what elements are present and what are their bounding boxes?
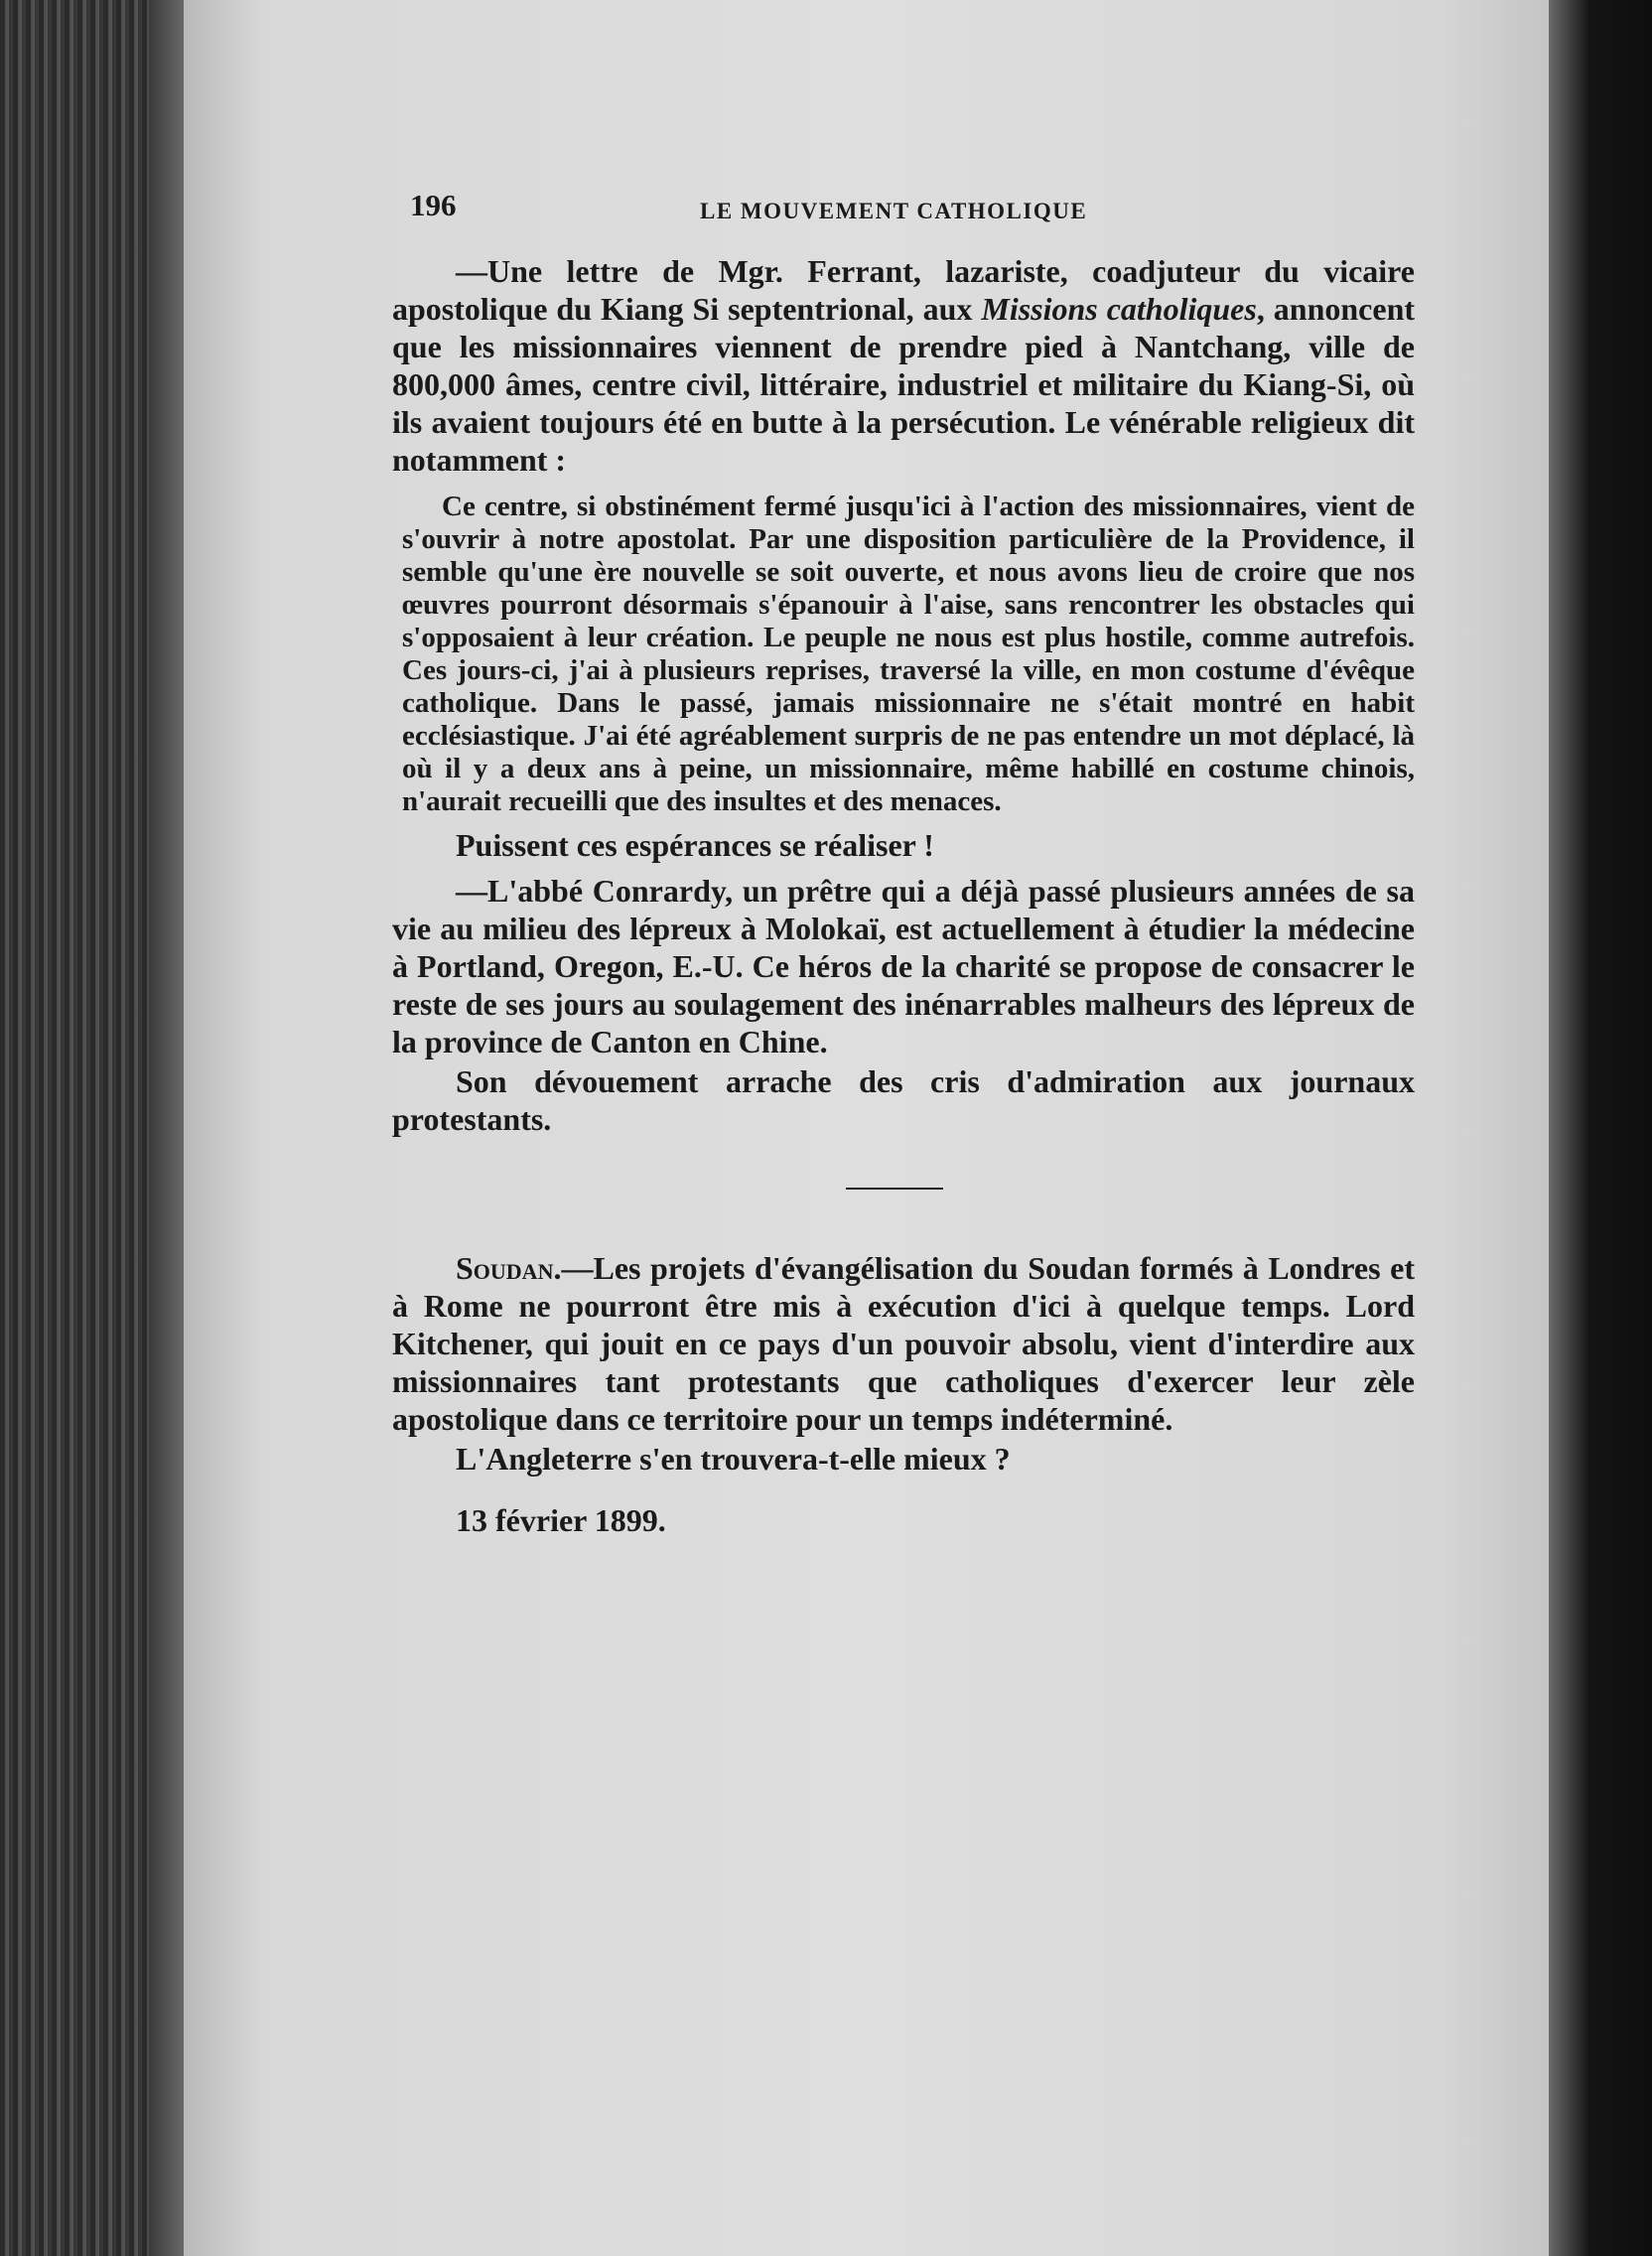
paragraph-text: —Les projets d'évangélisation du Soudan formés à Londres et à Rome ne pourront être mis à exécution d'ici à quelque temps. Lord Kitchener, qui jouit en ce pays d'un pouvoir absolu, vient d'interdire aux missionnaires tant protestants que catholiques d'exercer leur zèle apostolique dans ce territoire pour un temps indéterminé.	[392, 1250, 1415, 1437]
paragraph-conrardy: —L'abbé Conrardy, un prêtre qui a déjà passé plusieurs années de sa vie au milieu des lépreux à Molokaï, est actuellement à étudier la médecine à Portland, Oregon, E.-U. Ce héros de la charité se propose de consacrer le reste de ses jours au soulagement des inénarrables malheurs des lépreux de la province de Canton en Chine.	[392, 873, 1415, 1059]
paragraph-text: , annoncent que les missionnaires viennent de prendre pied à Nantchang, ville de 800,000 âmes, centre civil, littéraire, industriel et militaire du Kiang-Si, où ils avaient toujours été en butte à la persécution. Le vénérable religieux dit notamment :	[392, 291, 1416, 478]
dateline: 13 février 1899.	[456, 1502, 666, 1538]
right-margin-shadow	[1549, 0, 1652, 2256]
section-label: Soudan.	[456, 1250, 562, 1286]
paragraph-angleterre: L'Angleterre s'en trouvera-t-elle mieux ?	[456, 1441, 1011, 1477]
paragraph-soudan	[392, 1249, 1415, 1438]
paragraph-text: —Une lettre de Mgr. Ferrant, lazariste, coadjuteur du vicaire apostolique du Kiang Si septentrional, aux	[392, 253, 1415, 327]
italic-title: Missions catholiques	[981, 291, 1257, 327]
section-divider	[846, 1188, 943, 1190]
running-head: LE MOUVEMENT CATHOLIQUE	[700, 199, 1088, 223]
paragraph-hope: Puissent ces espérances se réaliser !	[456, 827, 934, 863]
block-quote: Ce centre, si obstinément fermé jusqu'ici à l'action des missionnaires, vient de s'ouvrir à notre apostolat. Par une disposition particulière de la Providence, il semble qu'une ère nouvelle se soit ouverte, et nous avons lieu de croire que nos œuvres pourront désormais s'épanouir à l'aise, sans rencontrer les obstacles qui s'opposaient à leur création. Le peuple ne nous est plus hostile, comme autrefois. Ces jours-ci, j'ai à plusieurs reprises, traversé la ville, en mon costume d'évêque catholique. Dans le passé, jamais missionnaire ne s'était montré en habit ecclésiastique. J'ai été agréablement surpris de ne pas entendre un mot déplacé, là où il y a deux ans à peine, un missionnaire, même habillé en costume chinois, n'aurait recueilli que des insultes et des menaces.	[402, 491, 1415, 817]
page-header	[392, 187, 1415, 230]
page-text-block	[392, 187, 1415, 1571]
paragraph-ferrant-letter	[392, 252, 1415, 479]
page-number: 196	[410, 188, 457, 222]
paragraph-devotion: Son dévouement arrache des cris d'admiration aux journaux protestants.	[392, 1063, 1415, 1137]
